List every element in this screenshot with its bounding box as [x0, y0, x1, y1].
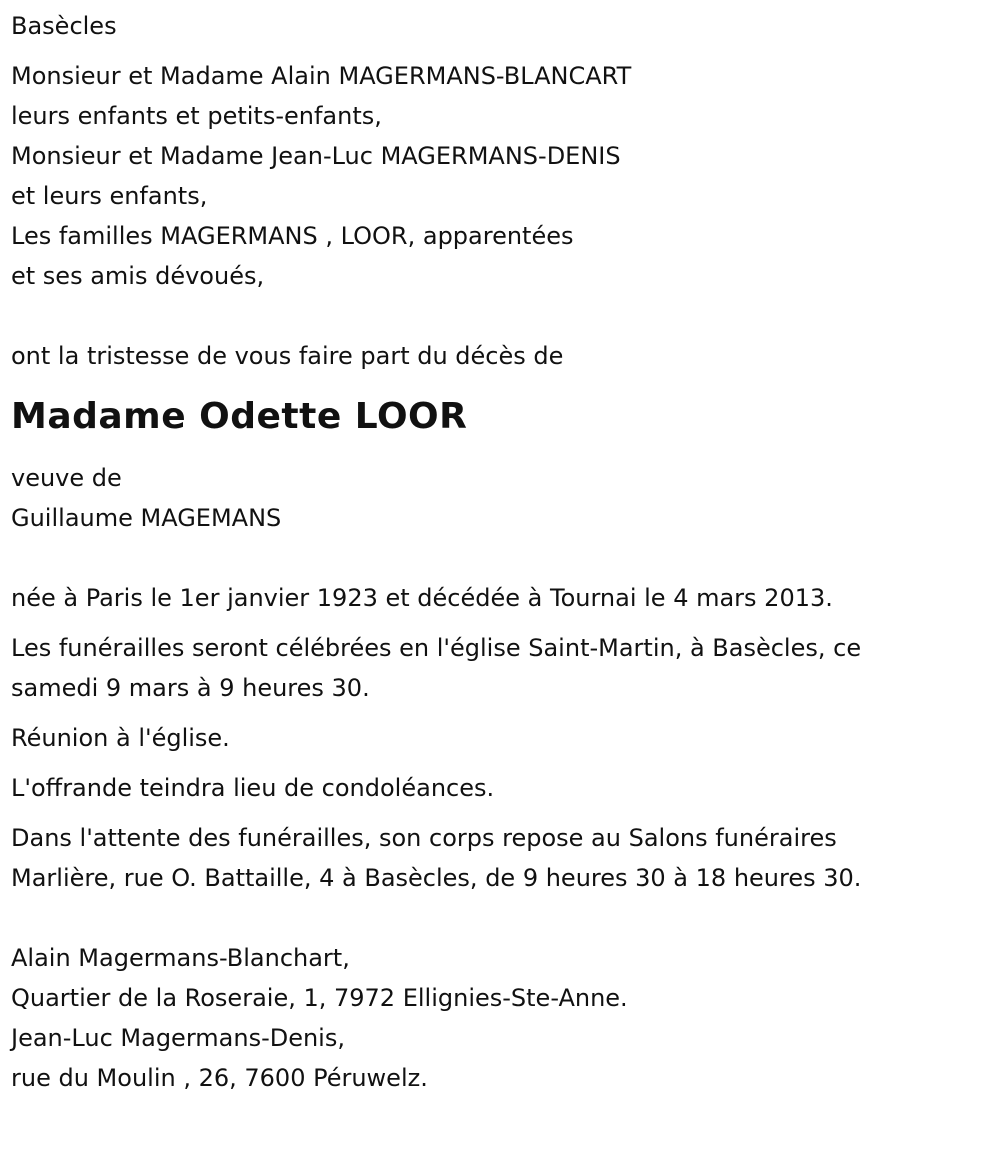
- spacer: [11, 442, 990, 458]
- spacer: [11, 376, 990, 392]
- family-line: leurs enfants et petits-enfants,: [11, 102, 382, 130]
- rest-text-line: Dans l'attente des funérailles, son corps repose au Salons funéraires: [11, 824, 837, 852]
- widow-of-label: veuve de: [11, 464, 122, 492]
- birth-death-text: née à Paris le 1er janvier 1923 et décédée à Tournai le 4 mars 2013.: [11, 584, 833, 612]
- spacer: [11, 708, 990, 718]
- funeral-info: [11, 628, 990, 708]
- offering-text: L'offrande teindra lieu de condoléances.: [11, 774, 495, 802]
- meeting-text: Réunion à l'église.: [11, 724, 230, 752]
- spacer: [11, 758, 990, 768]
- funeral-text-line: samedi 9 mars à 9 heures 30.: [11, 674, 370, 702]
- family-block: [11, 56, 990, 296]
- contact-line: Quartier de la Roseraie, 1, 7972 Ellignies-Ste-Anne.: [11, 984, 628, 1012]
- contact-line: rue du Moulin , 26, 7600 Péruwelz.: [11, 1064, 428, 1092]
- rest-text-line: Marlière, rue O. Battaille, 4 à Basècles, de 9 heures 30 à 18 heures 30.: [11, 864, 862, 892]
- funeral-text-line: Les funérailles seront célébrées en l'église Saint-Martin, à Basècles, ce: [11, 634, 862, 662]
- spacer: [11, 898, 990, 938]
- announcement-text: ont la tristesse de vous faire part du décès de: [11, 342, 564, 370]
- family-line: et ses amis dévoués,: [11, 262, 265, 290]
- spacer: [11, 808, 990, 818]
- contacts-block: [11, 938, 990, 1098]
- spacer: [11, 46, 990, 56]
- rest-info: [11, 818, 990, 898]
- spouse-name: Guillaume MAGEMANS: [11, 504, 282, 532]
- family-line: et leurs enfants,: [11, 182, 208, 210]
- spacer: [11, 538, 990, 578]
- contact-line: Alain Magermans-Blanchart,: [11, 944, 350, 972]
- family-line: Les familles MAGERMANS , LOOR, apparentées: [11, 222, 574, 250]
- spacer: [11, 618, 990, 628]
- place-heading: Basècles: [11, 12, 117, 40]
- spacer: [11, 296, 990, 336]
- family-line: Monsieur et Madame Alain MAGERMANS-BLANCART: [11, 62, 632, 90]
- deceased-name: Madame Odette LOOR: [11, 396, 468, 437]
- contact-line: Jean-Luc Magermans-Denis,: [11, 1024, 345, 1052]
- family-line: Monsieur et Madame Jean-Luc MAGERMANS-DENIS: [11, 142, 621, 170]
